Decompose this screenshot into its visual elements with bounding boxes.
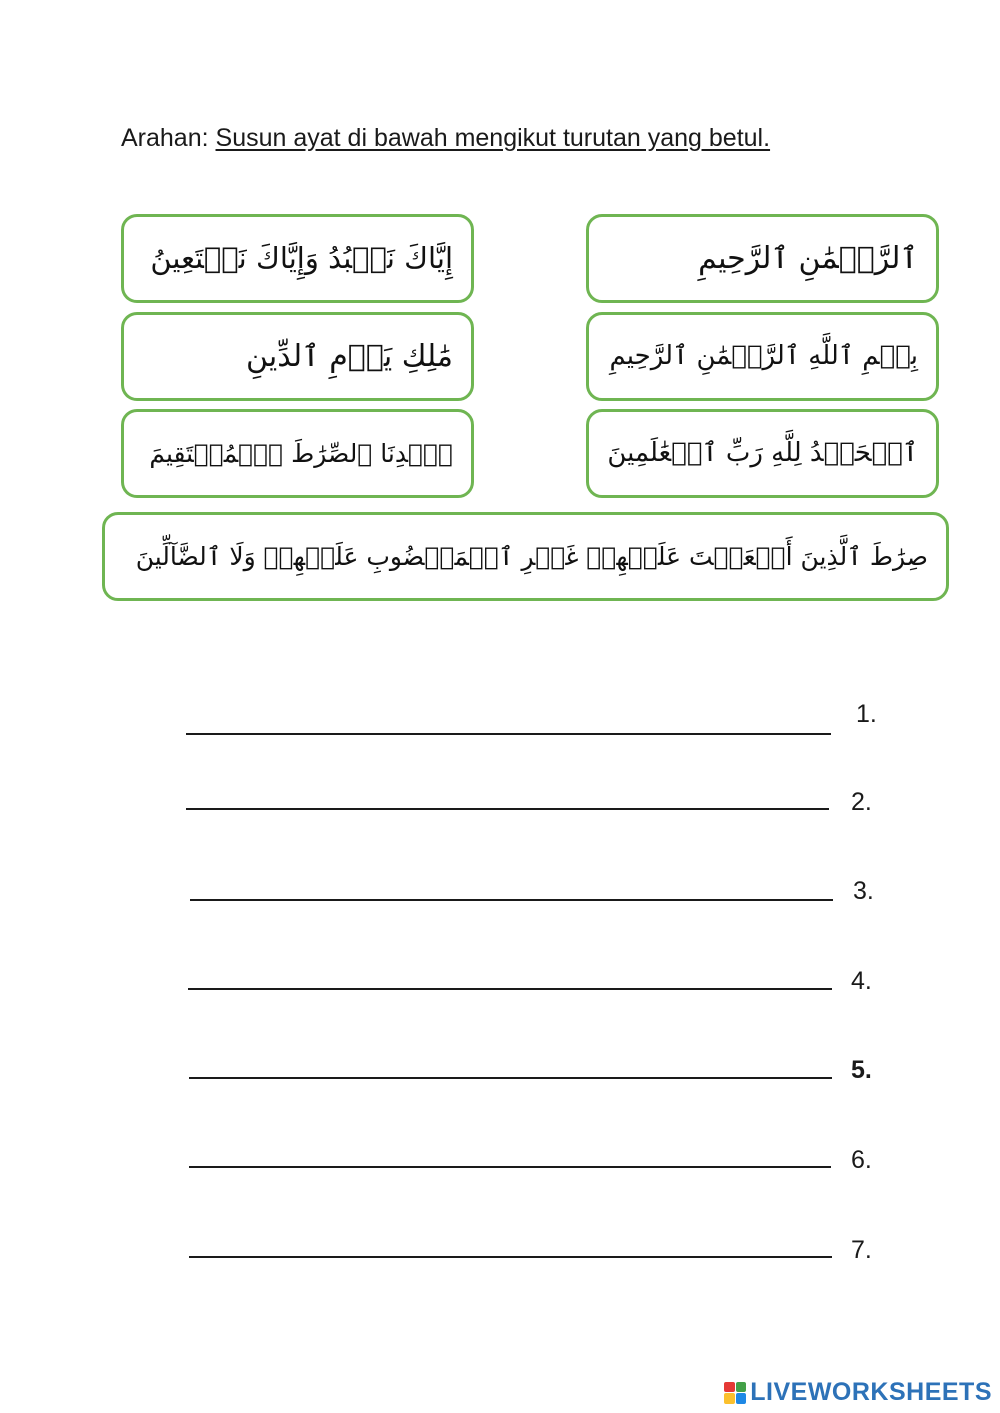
verse-card-iyyaka-nabudu[interactable]	[121, 214, 474, 303]
answer-drop-7[interactable]	[189, 1256, 832, 1258]
answer-number-1: 1.	[856, 700, 877, 728]
answer-number-4: 4.	[851, 967, 872, 995]
verse-card-ihdina[interactable]	[121, 409, 474, 498]
verse-text: إِيَّاكَ نَعۡبُدُ وَإِيَّاكَ نَسۡتَعِينُ	[150, 241, 453, 276]
verse-text: صِرَٰطَ ٱلَّذِينَ أَنۡعَمۡتَ عَلَيۡهِمۡ غَيۡرِ ٱلۡمَغۡضُوبِ عَلَيۡهِمۡ وَلَا ٱلضَّآلِّينَ	[135, 541, 928, 571]
answer-number-2: 2.	[851, 788, 872, 816]
logo-square-blue	[736, 1393, 747, 1404]
logo-square-yellow	[724, 1393, 735, 1404]
verse-card-siratal-lazina[interactable]	[102, 512, 949, 601]
answer-drop-1[interactable]	[186, 733, 831, 735]
verse-text: بِسۡمِ ٱللَّهِ ٱلرَّحۡمَٰنِ ٱلرَّحِيمِ	[609, 340, 918, 371]
verse-card-maliki-yawmid-din[interactable]	[121, 312, 474, 401]
brand-footer[interactable]	[724, 1378, 992, 1407]
answer-drop-3[interactable]	[190, 899, 833, 901]
verse-text: مَٰلِكِ يَوۡمِ ٱلدِّينِ	[246, 338, 453, 374]
brand-logo-icon	[724, 1382, 746, 1404]
instruction-task: Susun ayat di bawah mengikut turutan yang betul.	[215, 124, 771, 152]
answer-number-6: 6.	[851, 1146, 872, 1174]
answer-number-7: 7.	[851, 1236, 872, 1264]
answer-drop-5[interactable]	[189, 1077, 832, 1079]
verse-card-ar-rahman-ar-rahim[interactable]	[586, 214, 939, 303]
verse-card-alhamdulillah[interactable]	[586, 409, 939, 498]
answer-number-3: 3.	[853, 877, 874, 905]
verse-card-bismillah[interactable]	[586, 312, 939, 401]
answer-number-5: 5.	[851, 1056, 872, 1084]
answer-drop-2[interactable]	[186, 808, 829, 810]
logo-square-red	[724, 1382, 735, 1393]
verse-text: ٱلرَّحۡمَٰنِ ٱلرَّحِيمِ	[698, 240, 918, 276]
instruction-label: Arahan:	[121, 124, 209, 152]
brand-name: LIVEWORKSHEETS	[750, 1378, 992, 1406]
instruction	[121, 124, 770, 153]
logo-square-green	[736, 1382, 747, 1393]
answer-drop-4[interactable]	[188, 988, 832, 990]
verse-text: ٱلۡحَمۡدُ لِلَّهِ رَبِّ ٱلۡعَٰلَمِينَ	[607, 437, 918, 468]
answer-drop-6[interactable]	[189, 1166, 831, 1168]
verse-text: ٱهۡدِنَا ٱلصِّرَٰطَ ٱلۡمُسۡتَقِيمَ	[149, 438, 453, 468]
